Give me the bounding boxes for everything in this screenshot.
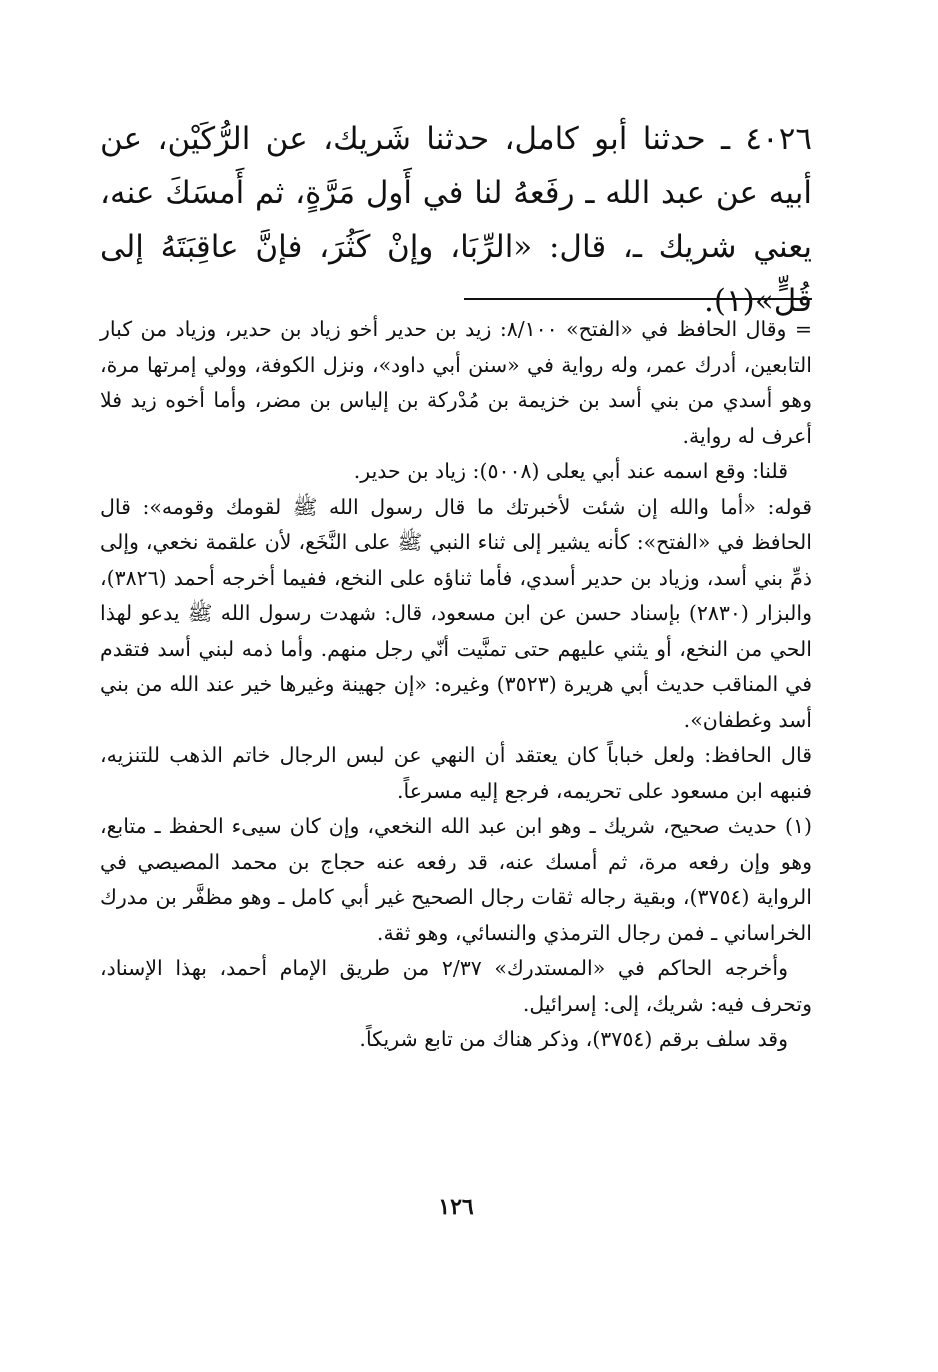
footnote-continuation: = وقال الحافظ في «الفتح» ٨/١٠٠: زيد بن حدير أخو زياد بن حدير، وزياد من كبار التابعين، أدرك عمر، وله رواية في «سنن أبي داود»، ونزل الكوفة، وولي إمرتها مرة، وهو أسدي من بني أسد بن خزيمة بن مُدْركة بن إلياس بن مضر، وأما أخوه زيد فلا أعرف له رواية.: [100, 317, 812, 448]
footnote-paragraph: قلنا: وقع اسمه عند أبي يعلى (٥٠٠٨): زياد بن حدير.: [353, 459, 788, 483]
footnotes: [100, 312, 812, 1058]
footnote-paragraph: قال الحافظ: ولعل خباباً كان يعتقد أن النهي عن لبس الرجال خاتم الذهب للتنزيه، فنبهه ابن مسعود على تحريمه، فرجع إليه مسرعاً.: [100, 743, 812, 803]
footnote-paragraph: وقد سلف برقم (٣٧٥٤)، وذكر هناك من تابع شريكاً.: [359, 1027, 788, 1051]
footnote-paragraph: وأخرجه الحاكم في «المستدرك» ٢/٣٧ من طريق الإمام أحمد، بهذا الإسناد، وتحرف فيه: شريك، إلى: إسرائيل.: [100, 956, 812, 1016]
page-number: ١٢٦: [438, 1194, 474, 1220]
footnote-paragraph: قوله: «أما والله إن شئت لأخبرتك ما قال رسول الله ﷺ لقومك وقومه»: قال الحافظ في «الفتح»: كأنه يشير إلى ثناء النبي ﷺ على النَّخَع، لأن علقمة نخعي، وإلى ذمِّ بني أسد، وزياد بن حدير أسدي، فأما ثناؤه على النخع، ففيما أخرجه أحمد (٣٨٢٦)، والبزار (٢٨٣٠) بإسناد حسن عن ابن مسعود، قال: شهدت رسول الله ﷺ يدعو لهذا الحي من النخع، أو يثني عليهم حتى تمنَّيت أنّي رجل منهم. وأما ذمه لبني أسد فتقدم في المناقب حديث أبي هريرة (٣٥٢٣) وغيره: «إن جهينة وغيرها خير عند الله من بني أسد وغطفان».: [100, 494, 812, 732]
document-page: [100, 112, 812, 1252]
footnote-separator: [464, 298, 812, 300]
hadith-text: ٤٠٢٦ ـ حدثنا أبو كامل، حدثنا شَريك، عن الرُّكَيْن، عن أبيه عن عبد الله ـ رفَعهُ لنا في أَول مَرَّةٍ، ثم أَمسَكَ عنه، يعني شريك ـ، قال: «الرِّبَا، وإنْ كَثُرَ، فإنَّ عاقِبَتَهُ إلى قُلٍّ»(١).: [100, 121, 812, 319]
footnote-1: (١) حديث صحيح، شريك ـ وهو ابن عبد الله النخعي، وإن كان سيىء الحفظ ـ متابع، وهو وإن رفعه مرة، ثم أمسك عنه، قد رفعه عنه حجاج بن محمد المصيصي في الرواية (٣٧٥٤)، وبقية رجاله ثقات رجال الصحيح غير أبي كامل ـ وهو مظفَّر بن مدرك الخراساني ـ فمن رجال الترمذي والنسائي، وهو ثقة.: [100, 814, 813, 945]
